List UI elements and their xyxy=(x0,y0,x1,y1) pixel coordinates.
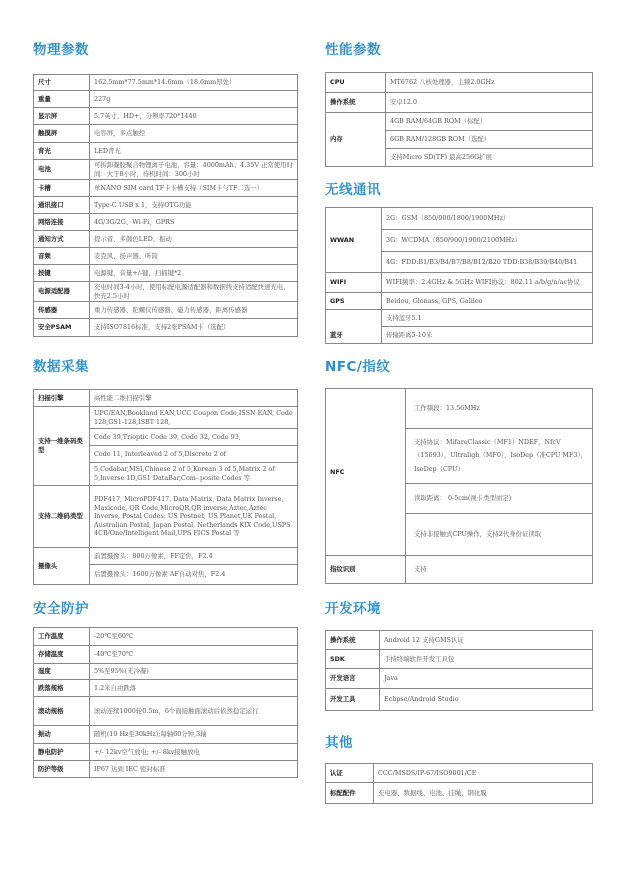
row-value: 3G：WCDMA（850/900/1900/2100MHz） xyxy=(382,230,593,252)
row-value: 电容屏，多点触控 xyxy=(90,125,298,143)
row-key: 音频 xyxy=(34,248,90,265)
table-row xyxy=(34,407,298,429)
row-value: 读取距离： 0-5cm(视卡类型而定) xyxy=(406,484,593,514)
row-key: 操作系统 xyxy=(326,631,380,650)
row-key: 卡槽 xyxy=(34,180,90,197)
row-value: 单NANO SIM card TF卡卡槽支持（SIM卡与TF二选一） xyxy=(90,180,298,197)
section-title-other: 其他 xyxy=(325,735,353,751)
row-key: 扫描引擎 xyxy=(34,390,90,407)
row-key: 跌落规格 xyxy=(34,680,90,697)
row-key: 背光 xyxy=(34,143,90,160)
performance-table xyxy=(325,72,593,167)
row-value: 支持协议：MifareClassic（MF1）NDEF，NfcV（15693），Ultraligh（MF0），IsoDep（准CPU MF3），IsoDep（CPU） xyxy=(406,429,593,484)
row-value: 支持非接触式CPU操作，支持2代身份证读取 xyxy=(406,514,593,556)
table-row xyxy=(34,680,298,697)
row-value: 后置摄像头：1600万像素 AF自动对焦，F2.4 xyxy=(90,565,298,585)
section-title-performance: 性能参数 xyxy=(325,42,381,58)
row-key: 指纹识别 xyxy=(326,556,406,584)
table-row xyxy=(326,389,593,429)
row-value: 电源键，音量+/-键，扫描键*2 xyxy=(90,265,298,282)
wireless-table xyxy=(325,207,593,344)
row-key: NFC xyxy=(326,389,406,556)
row-key: 网络连接 xyxy=(34,214,90,231)
section-title-data: 数据采集 xyxy=(33,359,89,375)
row-value: 传输距离5-10米 xyxy=(382,327,593,344)
row-value: Eclipse/Android Studio xyxy=(380,689,593,711)
row-value: UPC/EAN,Bookland EAN,UCC Coupon Code,ISSN EAN, Code 128,GS1-128,ISBT 128, xyxy=(90,407,298,429)
row-key: 显示屏 xyxy=(34,108,90,125)
row-value: 支持 xyxy=(406,556,593,584)
row-key: 湿度 xyxy=(34,664,90,680)
row-value: 1.2米自由跌落 xyxy=(90,680,298,697)
table-row xyxy=(326,556,593,584)
table-row xyxy=(326,631,593,650)
table-row xyxy=(34,197,298,214)
row-value: 提示音、多颜色LED、振动 xyxy=(90,231,298,248)
row-value: 5.7英寸，HD+，分辨率720*1440 xyxy=(90,108,298,125)
row-key: 工作温度 xyxy=(34,628,90,646)
row-value: 5%至95%(无冷凝) xyxy=(90,664,298,680)
row-value: 随机(10 Hz至30kHz);每轴60分钟,3轴 xyxy=(90,726,298,744)
table-row xyxy=(326,273,593,293)
row-value: Code 11, Interleaved 2 of 5,Discrete 2 of xyxy=(90,446,298,463)
row-key: GPS xyxy=(326,293,382,310)
table-row xyxy=(326,73,593,93)
row-value: Type-C USB x 1，支持OTG功能 xyxy=(90,197,298,214)
table-row xyxy=(34,664,298,680)
table-row xyxy=(34,231,298,248)
security-table xyxy=(33,627,298,778)
row-value: Android 12 支持GMS认证 xyxy=(380,631,593,650)
row-key: 防护等级 xyxy=(34,761,90,778)
row-key: WIFI xyxy=(326,273,382,293)
row-key: WWAN xyxy=(326,208,382,273)
row-key: 操作系统 xyxy=(326,93,386,113)
row-key: 开发语言 xyxy=(326,669,380,689)
other-table xyxy=(325,763,593,804)
table-row xyxy=(34,628,298,646)
row-value: CCC/MSDS/IP-67/ISO9001/CE xyxy=(374,764,593,783)
table-row xyxy=(34,91,298,108)
row-key: CPU xyxy=(326,73,386,93)
table-row xyxy=(34,319,298,337)
row-value: 高性能二维扫描引擎 xyxy=(90,390,298,407)
table-row xyxy=(34,265,298,282)
row-value: 6GB RAM/128GB ROM（选配） xyxy=(386,131,593,149)
row-key: 尺寸 xyxy=(34,75,90,91)
table-row xyxy=(34,160,298,180)
table-row xyxy=(326,650,593,669)
table-row xyxy=(34,282,298,302)
row-key: 按键 xyxy=(34,265,90,282)
row-value: 前置摄像头：800万像素，FF定焦，F2.4 xyxy=(90,548,298,565)
nfc-table xyxy=(325,388,593,584)
table-row xyxy=(34,108,298,125)
row-value: PDF417, MicroPDF417, Data Matrix, Data Matrix Inverse, Maxicode, QR Code,MicroQR,QR inverse,Aztec,Aztec Inverse, Postal Codes: US Postnet, US Planet,UK Postal, Australian Postal, Japan Postal, Netherlands KIX Code,USPS 4CB/One/Intelligent Mail,UPS FICS Postal 等 xyxy=(90,486,298,548)
row-key: 振动 xyxy=(34,726,90,744)
row-value: 麦克风、扬声器、听筒 xyxy=(90,248,298,265)
row-key: 支持二维码类型 xyxy=(34,486,90,548)
section-title-wireless: 无线通讯 xyxy=(325,182,381,198)
row-value: LED背光 xyxy=(90,143,298,160)
section-title-nfc: NFC/指纹 xyxy=(325,359,391,375)
table-row xyxy=(34,125,298,143)
row-value: WIFI频率：2.4GHz & 5GHz WIFI协议：802.11 a/b/g/n/ac协议 xyxy=(382,273,593,293)
row-value: 滚动连续1000轮0.5m，6个面接触面滚动后依然稳定运行 xyxy=(90,697,298,726)
table-row xyxy=(34,180,298,197)
dev-env-table xyxy=(325,630,593,711)
row-value: 充电器、数据线、电池、挂绳、钢化膜 xyxy=(374,783,593,804)
table-row xyxy=(34,646,298,664)
table-row xyxy=(34,302,298,319)
row-key: 触摸屏 xyxy=(34,125,90,143)
row-key: 通知方式 xyxy=(34,231,90,248)
table-row xyxy=(34,548,298,565)
table-row xyxy=(326,93,593,113)
row-value: Java xyxy=(380,669,593,689)
section-title-security: 安全防护 xyxy=(33,601,89,617)
row-key: 传感器 xyxy=(34,302,90,319)
row-value: 充电时间3-4小时，使用标配电源适配器和数据线支持适配快速充电，快充2.5小时 xyxy=(90,282,298,302)
table-row xyxy=(34,214,298,231)
table-row xyxy=(34,390,298,407)
table-row xyxy=(34,761,298,778)
row-value: 227g xyxy=(90,91,298,108)
table-row xyxy=(34,75,298,91)
row-value: IP67 达到 IEC 密封标准 xyxy=(90,761,298,778)
table-row xyxy=(326,310,593,327)
row-value: 支持蓝牙5.1 xyxy=(382,310,593,327)
row-value: 工作频段：13.56MHz xyxy=(406,389,593,429)
table-row xyxy=(326,669,593,689)
row-value: 支持Micro SD(TF) 最高256G扩展 xyxy=(386,149,593,167)
table-row xyxy=(34,486,298,548)
table-row xyxy=(34,143,298,160)
row-key: 电源适配器 xyxy=(34,282,90,302)
table-row xyxy=(34,248,298,265)
row-key: 开发工具 xyxy=(326,689,380,711)
row-value: 4G：FDD:B1/B3/B4/B7/B8/B12/B20 TDD:B38/B39/B40/B41 xyxy=(382,252,593,273)
section-title-physical: 物理参数 xyxy=(33,42,89,58)
row-key: 标配配件 xyxy=(326,783,374,804)
row-key: 通讯接口 xyxy=(34,197,90,214)
row-key: 静电防护 xyxy=(34,744,90,761)
row-value: Code 39,Trioptic Code 39, Code 32, Code 93, xyxy=(90,429,298,446)
row-key: 电池 xyxy=(34,160,90,180)
table-row xyxy=(34,744,298,761)
row-value: 4G/3G/2G、Wi-Fi、GPRS xyxy=(90,214,298,231)
row-value: +/- 12kv空气放电; +/- 8kv接触放电 xyxy=(90,744,298,761)
row-value: 4GB RAM/64GB ROM（标配） xyxy=(386,113,593,131)
table-row xyxy=(34,697,298,726)
table-row xyxy=(326,113,593,131)
row-value: 2G：GSM（850/900/1800/1900MHz） xyxy=(382,208,593,230)
physical-spec-table xyxy=(33,74,298,337)
table-row xyxy=(326,293,593,310)
table-row xyxy=(326,689,593,711)
data-capture-table xyxy=(33,389,298,585)
row-key: 蓝牙 xyxy=(326,310,382,344)
row-value: MT6762 八核处理器，主频2.0GHz xyxy=(386,73,593,93)
row-key: 内存 xyxy=(326,113,386,167)
row-value: Beidou, Glonass, GPS, Galileo xyxy=(382,293,593,310)
row-key: 滚动规格 xyxy=(34,697,90,726)
row-key: 摄像头 xyxy=(34,548,90,585)
table-row xyxy=(326,764,593,783)
row-key: SDK xyxy=(326,650,380,669)
row-value: -20℃至60℃ xyxy=(90,628,298,646)
row-value: 5,Codabar,MSI,Chinese 2 of 5,Korean 3 of 5,Matrix 2 of 5,Inverse 1D,GS1 DataBar,Com- posite Codes 等 xyxy=(90,463,298,486)
row-key: 认证 xyxy=(326,764,374,783)
table-row xyxy=(326,783,593,804)
row-key: 重量 xyxy=(34,91,90,108)
section-title-dev: 开发环境 xyxy=(325,601,381,617)
row-value: 安卓12.0 xyxy=(386,93,593,113)
row-key: 存储温度 xyxy=(34,646,90,664)
table-row xyxy=(34,726,298,744)
row-value: 重力传感器、陀螺仪传感器、磁力传感器、距离传感器 xyxy=(90,302,298,319)
row-value: 162.5mm*77.5mm*14.6mm（18.6mm厚处） xyxy=(90,75,298,91)
row-value: 可拆卸凝胶聚合物锂离子电池，容量：4000mAh；4.35V 正常使用时间：大于8小时，待机时间：300小时 xyxy=(90,160,298,180)
row-key: 安全PSAM xyxy=(34,319,90,337)
row-key: 支持一维条码类型 xyxy=(34,407,90,486)
row-value: -40℃至70℃ xyxy=(90,646,298,664)
row-value: 手持终端软件开发工具包 xyxy=(380,650,593,669)
table-row xyxy=(326,208,593,230)
row-value: 支持ISO7816标准，支持2张PSAM卡（选配） xyxy=(90,319,298,337)
